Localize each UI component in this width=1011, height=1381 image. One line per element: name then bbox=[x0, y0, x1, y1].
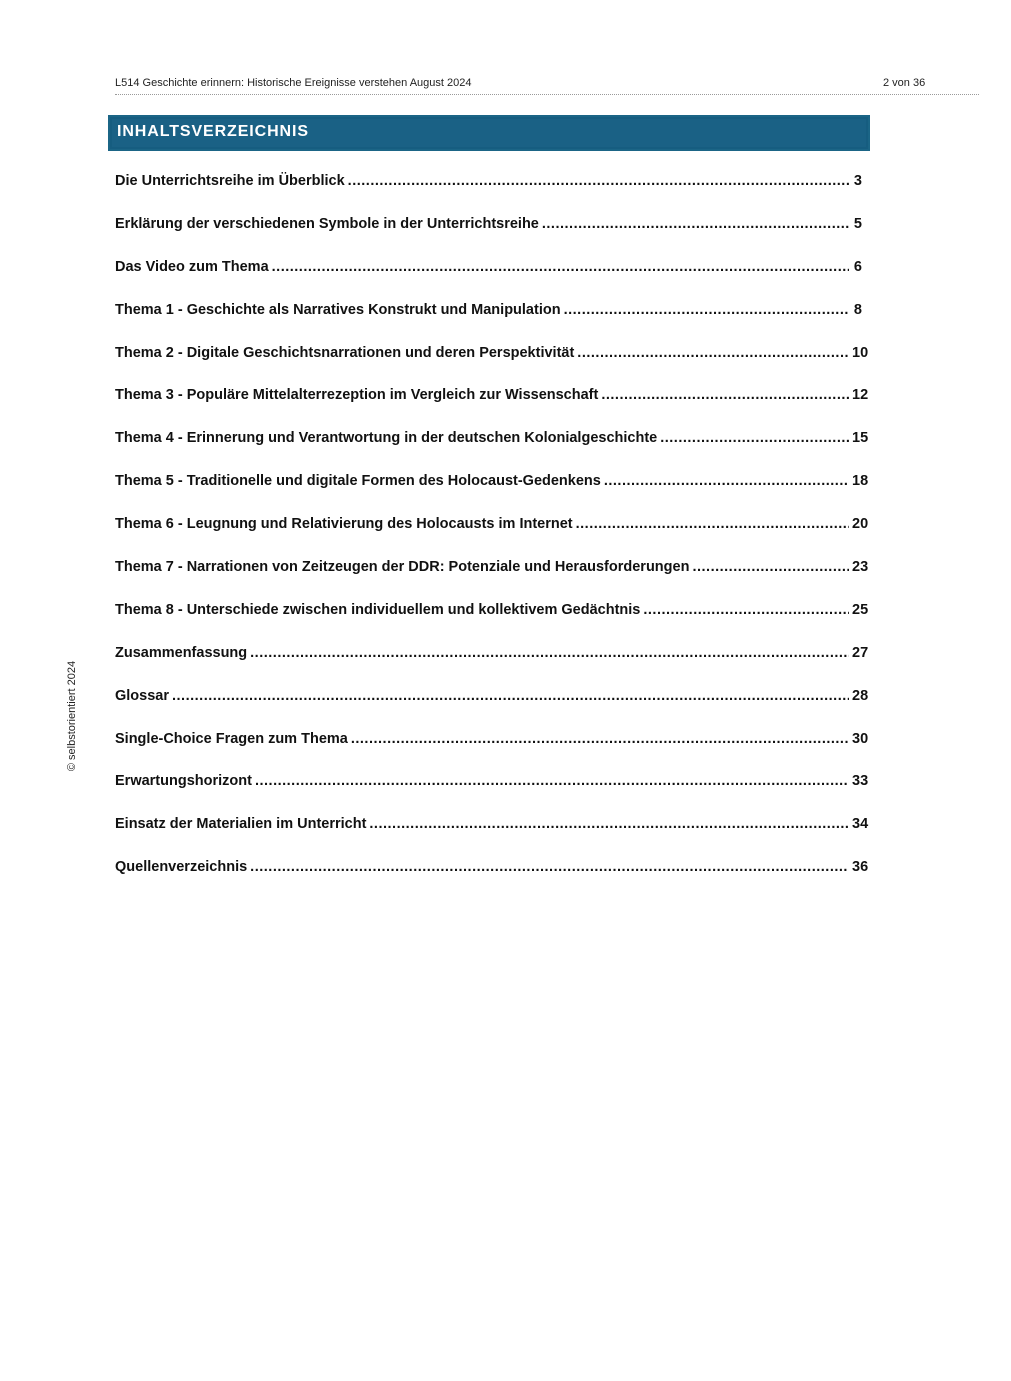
toc-entry-page: 10 bbox=[852, 344, 869, 361]
toc-entry-label: Glossar bbox=[115, 687, 169, 704]
toc-entry-page: 5 bbox=[853, 215, 862, 232]
toc-dot-leader bbox=[250, 638, 849, 668]
toc-entry[interactable] bbox=[115, 552, 869, 582]
toc-dot-leader bbox=[564, 295, 849, 325]
toc-entry[interactable] bbox=[115, 252, 862, 282]
toc-entry-label: Thema 8 - Unterschiede zwischen individuellem und kollektivem Gedächtnis bbox=[115, 601, 641, 618]
toc-entry-label: Quellenverzeichnis bbox=[115, 859, 248, 876]
toc-entry-page: 8 bbox=[853, 301, 862, 318]
toc-dot-leader bbox=[255, 766, 849, 796]
toc-entry-label: Das Video zum Thema bbox=[115, 258, 269, 275]
toc-dot-leader bbox=[348, 166, 849, 196]
toc-dot-leader bbox=[542, 209, 849, 239]
toc-entry-label: Thema 2 - Digitale Geschichtsnarrationen und deren Perspektivität bbox=[115, 344, 575, 361]
table-of-contents bbox=[115, 166, 869, 895]
toc-entry[interactable] bbox=[115, 766, 869, 796]
toc-entry-page: 18 bbox=[852, 473, 869, 490]
toc-entry-label: Thema 6 - Leugnung und Relativierung des Holocausts im Internet bbox=[115, 516, 573, 533]
toc-entry-page: 23 bbox=[852, 559, 869, 576]
toc-entry-page: 27 bbox=[852, 644, 869, 661]
toc-entry-label: Einsatz der Materialien im Unterricht bbox=[115, 816, 367, 833]
toc-entry[interactable] bbox=[115, 380, 869, 410]
toc-entry-page: 6 bbox=[853, 258, 862, 275]
toc-entry[interactable] bbox=[115, 681, 869, 711]
document-title: L514 Geschichte erinnern: Historische Ereignisse verstehen August 2024 bbox=[115, 77, 472, 89]
toc-dot-leader bbox=[576, 509, 849, 539]
toc-dot-leader bbox=[604, 466, 849, 496]
toc-entry[interactable] bbox=[115, 338, 869, 368]
toc-dot-leader bbox=[643, 595, 849, 625]
toc-dot-leader bbox=[577, 338, 849, 368]
toc-entry-page: 20 bbox=[852, 516, 869, 533]
toc-entry[interactable] bbox=[115, 852, 869, 882]
toc-entry-page: 36 bbox=[852, 859, 869, 876]
toc-entry[interactable] bbox=[115, 509, 869, 539]
toc-entry-label: Thema 7 - Narrationen von Zeitzeugen der DDR: Potenziale und Herausforderungen bbox=[115, 559, 690, 576]
toc-entry-label: Erklärung der verschiedenen Symbole in der Unterrichtsreihe bbox=[115, 215, 539, 232]
toc-heading: INHALTSVERZEICHNIS bbox=[117, 123, 309, 140]
toc-entry-label: Thema 1 - Geschichte als Narratives Konstrukt und Manipulation bbox=[115, 301, 561, 318]
toc-entry-label: Thema 3 - Populäre Mittelalterrezeption im Vergleich zur Wissenschaft bbox=[115, 387, 599, 404]
toc-entry[interactable] bbox=[115, 466, 869, 496]
toc-entry-label: Die Unterrichtsreihe im Überblick bbox=[115, 173, 345, 189]
toc-entry-page: 25 bbox=[852, 601, 869, 618]
toc-entry[interactable] bbox=[115, 166, 862, 196]
toc-dot-leader bbox=[692, 552, 849, 582]
toc-entry[interactable] bbox=[115, 209, 862, 239]
toc-dot-leader bbox=[172, 681, 849, 711]
copyright-notice: © selbstorientiert 2024 bbox=[66, 660, 78, 772]
toc-dot-leader bbox=[660, 423, 849, 453]
page-indicator: 2 von 36 bbox=[883, 77, 926, 89]
toc-entry-page: 28 bbox=[852, 687, 869, 704]
toc-entry-label: Erwartungshorizont bbox=[115, 773, 252, 790]
toc-dot-leader bbox=[601, 380, 849, 410]
toc-dot-leader bbox=[369, 809, 849, 839]
toc-entry-page: 30 bbox=[852, 730, 869, 747]
toc-entry-label: Thema 5 - Traditionelle und digitale Formen des Holocaust-Gedenkens bbox=[115, 473, 601, 490]
toc-entry[interactable] bbox=[115, 595, 869, 625]
page-header bbox=[115, 77, 979, 95]
toc-dot-leader bbox=[272, 252, 849, 282]
toc-entry-label: Thema 4 - Erinnerung und Verantwortung in der deutschen Kolonialgeschichte bbox=[115, 430, 658, 447]
toc-entry-page: 12 bbox=[852, 387, 869, 404]
toc-entry[interactable] bbox=[115, 809, 869, 839]
toc-heading-banner bbox=[108, 115, 870, 151]
toc-dot-leader bbox=[351, 724, 849, 754]
toc-dot-leader bbox=[250, 852, 849, 882]
toc-entry-page: 33 bbox=[852, 773, 869, 790]
toc-entry-label: Zusammenfassung bbox=[115, 644, 248, 661]
toc-entry[interactable] bbox=[115, 724, 869, 754]
toc-entry[interactable] bbox=[115, 423, 869, 453]
toc-entry-label: Single-Choice Fragen zum Thema bbox=[115, 730, 348, 747]
toc-entry-page: 15 bbox=[852, 430, 869, 447]
toc-entry-page: 3 bbox=[853, 173, 862, 189]
toc-entry[interactable] bbox=[115, 638, 869, 668]
toc-entry[interactable] bbox=[115, 295, 862, 325]
toc-entry-page: 34 bbox=[852, 816, 869, 833]
